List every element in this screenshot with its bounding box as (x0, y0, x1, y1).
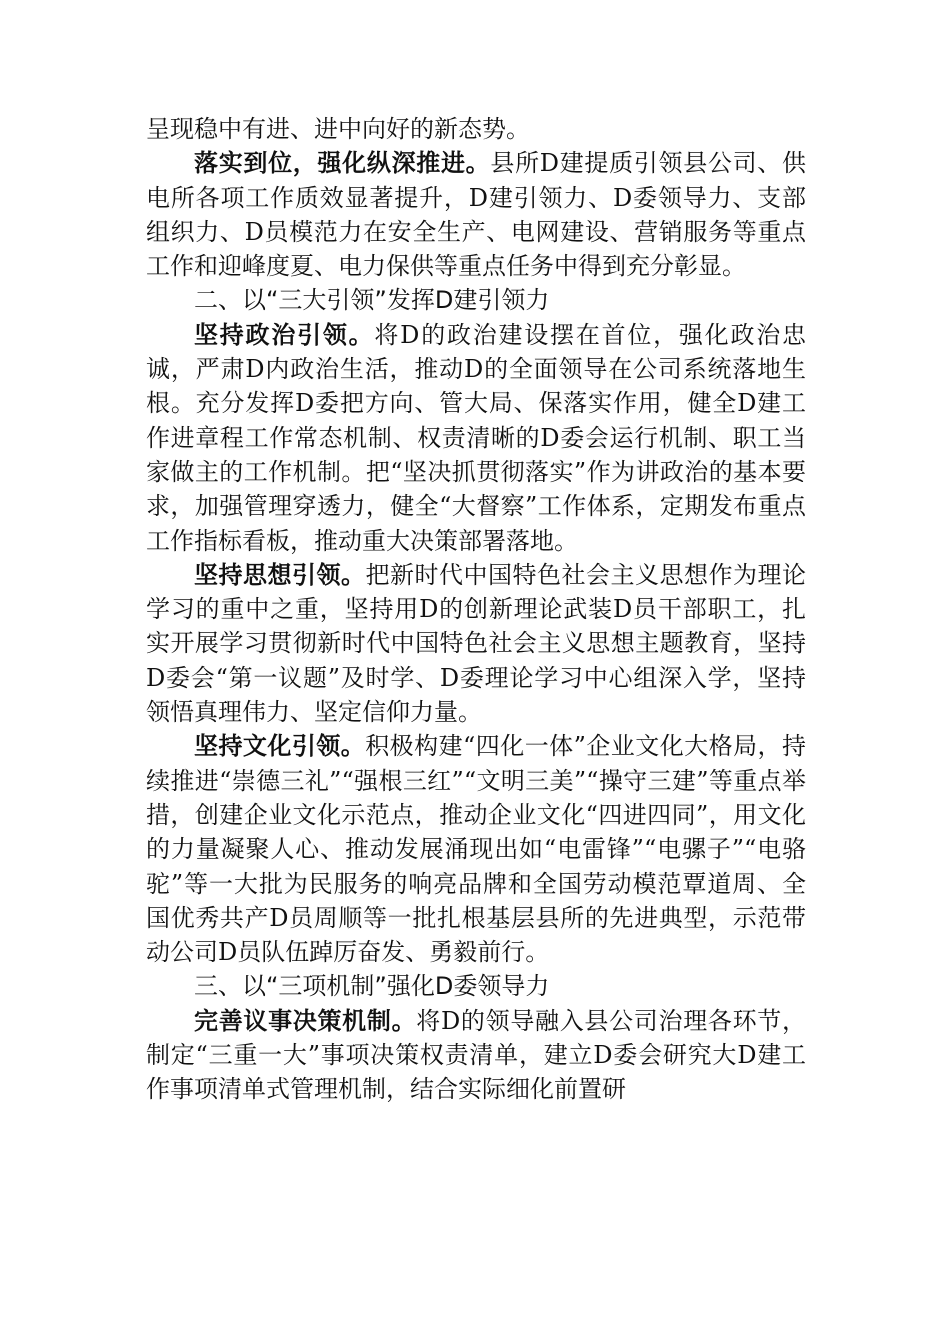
paragraph (146, 318, 806, 558)
paragraph (146, 1004, 806, 1107)
paragraph-text: 把新时代中国特色社会主义思想作为理论学习的重中之重，坚持用D的创新理论武装D员干部职工，扎实开展学习贯彻新时代中国特色社会主义思想主题教育，坚持D委会“第一议题”及时学、D委理论学习中心组深入学，坚持领悟真理伟力、坚定信仰力量。 (146, 560, 806, 727)
paragraph-lead: 落实到位，强化纵深推进。 (194, 149, 491, 178)
paragraph-lead: 完善议事决策机制。 (194, 1006, 417, 1035)
paragraph-text: 将D的政治建设摆在首位，强化政治忠诚，严肃D内政治生活，推动D的全面领导在公司系统落地生根。充分发挥D委把方向、管大局、保落实作用，健全D建工作进章程工作常态机制、权责清晰的D委会运行机制、职工当家做主的工作机制。把“坚决抓贯彻落实”作为讲政治的基本要求，加强管理穿透力，健全“大督察”工作体系，定期发布重点工作指标看板，推动重大决策部署落地。 (146, 320, 806, 555)
paragraph-lead: 坚持思想引领。 (194, 560, 366, 589)
paragraph (146, 146, 806, 283)
paragraph (146, 558, 806, 729)
paragraph-continuation (146, 112, 806, 146)
document-body (146, 112, 806, 1107)
paragraph-lead: 坚持政治引领。 (194, 320, 375, 349)
paragraph-text: 积极构建“四化一体”企业文化大格局，持续推进“崇德三礼”“强根三红”“文明三美”“操守三建”等重点举措，创建企业文化示范点，推动企业文化“四进四同”，用文化的力量凝聚人心、推动发展涌现出如“电雷锋”“电骡子”“电骆驼”等一大批为民服务的响亮品牌和全国劳动模范覃道周、全国优秀共产D员周顺等一批扎根基层县所的先进典型，示范带动公司D员队伍踔厉奋发、勇毅前行。 (146, 732, 807, 967)
paragraph-text: 将D的领导融入县公司治理各环节，制定“三重一大”事项决策权责清单，建立D委会研究大D建工作事项清单式管理机制，结合实际细化前置研 (146, 1006, 806, 1104)
paragraph-text: 呈现稳中有进、进中向好的新态势。 (146, 115, 530, 143)
section-heading: 三、以“三项机制”强化D委领导力 (194, 972, 550, 1001)
paragraph-lead: 坚持文化引领。 (194, 732, 366, 761)
paragraph-text: 县所D建提质引领县公司、供电所各项工作质效显著提升，D建引领力、D委领导力、支部组织力、D员模范力在安全生产、电网建设、营销服务等重点工作和迎峰度夏、电力保供等重点任务中得到充分彰显。 (146, 149, 806, 281)
section-heading: 二、以“三大引领”发挥D建引领力 (194, 286, 550, 315)
paragraph (146, 729, 806, 969)
